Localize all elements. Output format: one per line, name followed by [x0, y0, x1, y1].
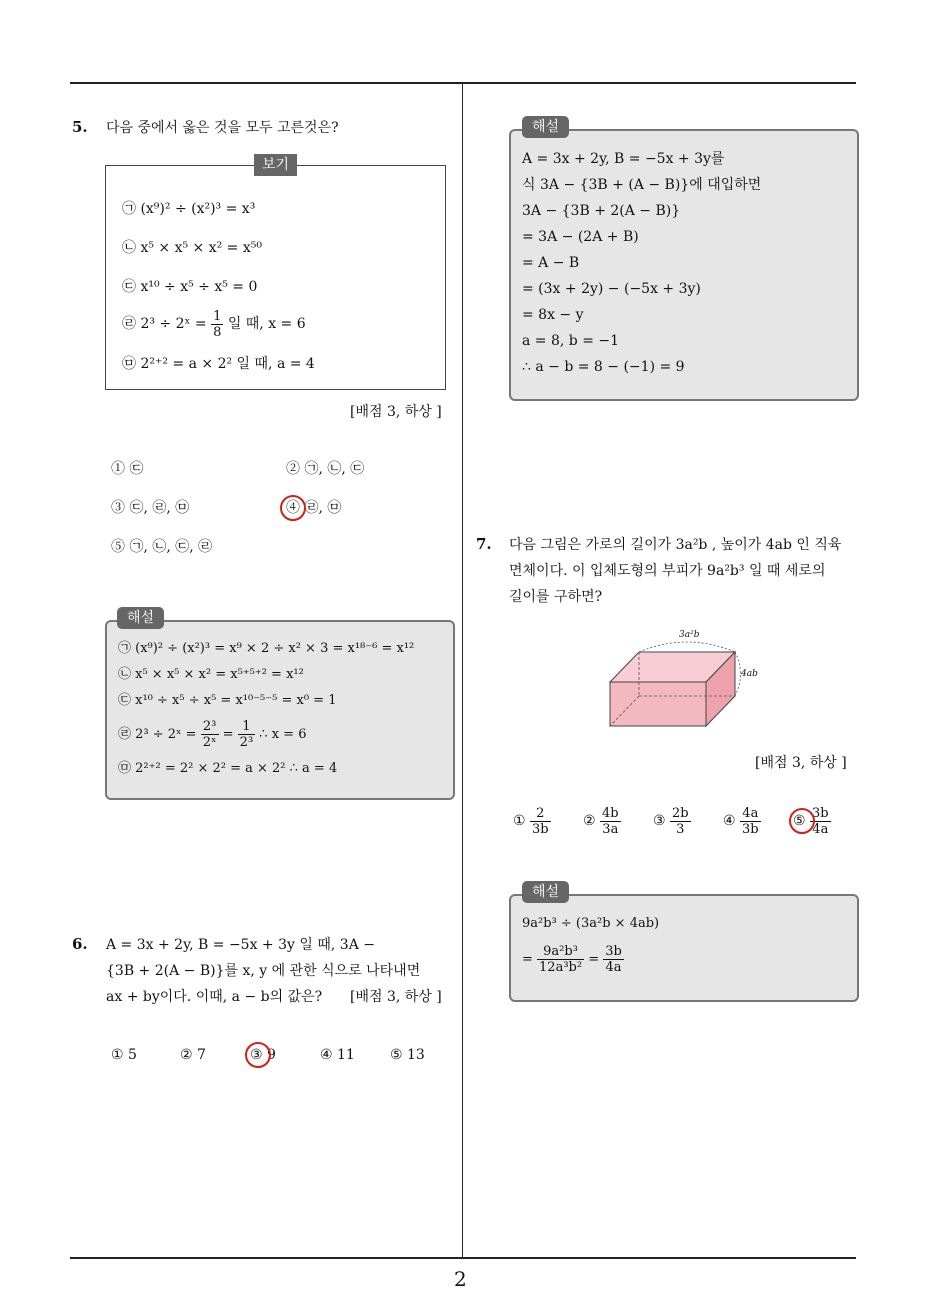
q7-choice-1[interactable]: ① $\frac{2}{3b}$ — [513, 805, 549, 837]
q7-choice-4-fraction: $\frac{4a}{3b}$ — [742, 805, 759, 837]
q5-solution-frac-1: $\frac{\text{2³}}{\text{2ˣ}}$ — [202, 719, 217, 750]
q7-choice-2[interactable]: ② $\frac{4b}{3a}$ — [583, 805, 619, 837]
q7-line-3: 길이를 구하면? — [509, 589, 603, 605]
q5-bogi-item-2: ㉡ x⁵ × x⁵ × x² = x⁵⁰ — [122, 240, 262, 256]
q7-answer-circle — [789, 808, 815, 834]
q7-solution-tag: 해설 — [522, 881, 569, 903]
q5-bogi-item-1: ㉠ (x⁹)² ÷ (x²)³ = x³ — [122, 201, 256, 217]
q5-choice-2[interactable]: ② ㉠, ㉡, ㉢ — [286, 461, 365, 477]
q7-choice-4[interactable]: ④ $\frac{4a}{3b}$ — [723, 805, 759, 837]
q7-choice-3[interactable]: ③ $\frac{2b}{3}$ — [653, 805, 689, 837]
q5-bogi-item-4: ㉣ 2³ ÷ 2ˣ = $\frac{1}{8}$ 일 때, x = 6 — [122, 308, 306, 340]
q7-solution-frac-1: $\frac{\text{9a²b³}}{\text{12a³b²}}$ — [539, 944, 583, 975]
q6-score: [배점 3, 하상 ] — [350, 989, 442, 1005]
q6-solution-line-3: 3A − {3B + 2(A − B)} — [522, 203, 681, 219]
q6-choice-5[interactable]: ⑤ 13 — [390, 1047, 425, 1063]
q5-solution-line-4: ㉣ 2³ ÷ 2ˣ = $\frac{\text{2³}}{\text{2ˣ}}$ = $\frac{1}{\text{2³}}$ ∴ x = 6 — [118, 719, 307, 750]
q7-number: 7. — [476, 535, 492, 553]
q7-solution-frac-2: $\frac{3b}{4a}$ — [605, 944, 622, 975]
page-number: 2 — [454, 1267, 467, 1291]
q5-solution-line-2: ㉡ x⁵ × x⁵ × x² = x⁵⁺⁵⁺² = x¹² — [118, 667, 304, 682]
q6-solution-line-8: a = 8, b = −1 — [522, 333, 620, 349]
q6-number: 6. — [72, 935, 88, 953]
q5-solution-frac-2: $\frac{1}{\text{2³}}$ — [239, 719, 254, 750]
q5-answer-circle — [280, 495, 306, 521]
q6-solution-line-1: A = 3x + 2y, B = −5x + 3y를 — [522, 151, 725, 167]
q6-solution-line-6: = (3x + 2y) − (−5x + 3y) — [522, 281, 701, 297]
q5-solution-line-3: ㉢ x¹⁰ ÷ x⁵ ÷ x⁵ = x¹⁰⁻⁵⁻⁵ = x⁰ = 1 — [118, 693, 337, 708]
q6-solution-line-4: = 3A − (2A + B) — [522, 229, 639, 245]
q6-choice-1[interactable]: ① 5 — [111, 1047, 137, 1063]
q7-score: [배점 3, 하상 ] — [755, 755, 847, 771]
q7-choice-5[interactable]: ⑤ $\frac{3b}{4a}$ — [793, 805, 829, 837]
q5-solution-tag: 해설 — [117, 607, 164, 629]
q6-solution-line-5: = A − B — [522, 255, 580, 271]
q5-choice-1[interactable]: ① ㉢ — [111, 461, 144, 477]
q5-bogi-item-3: ㉢ x¹⁰ ÷ x⁵ ÷ x⁵ = 0 — [122, 279, 258, 295]
q7-cuboid-figure — [600, 630, 770, 730]
q6-line-2: {3B + 2(A − B)}를 x, y 에 관한 식으로 나타내면 — [106, 963, 421, 979]
q5-bogi-item4-fraction: $\frac{1}{8}$ — [213, 308, 222, 340]
bottom-rule — [70, 1257, 856, 1259]
q6-solution-line-7: = 8x − y — [522, 307, 584, 323]
q7-choice-2-fraction: $\frac{4b}{3a}$ — [602, 805, 619, 837]
q7-figure-label-top: 3a²b — [679, 630, 700, 640]
q6-choice-2[interactable]: ② 7 — [180, 1047, 206, 1063]
q5-choice-4[interactable]: ④ ㉣, ㉤ — [286, 500, 342, 516]
q5-score: [배점 3, 하상 ] — [350, 404, 442, 420]
q5-choice-3[interactable]: ③ ㉢, ㉣, ㉤ — [111, 500, 190, 516]
q6-solution-line-9: ∴ a − b = 8 − (−1) = 9 — [522, 359, 685, 375]
q7-choice-1-fraction: $\frac{2}{3b}$ — [532, 805, 549, 837]
q6-choice-4[interactable]: ④ 11 — [320, 1047, 355, 1063]
q6-solution-line-2: 식 3A − {3B + (A − B)}에 대입하면 — [522, 177, 762, 193]
q7-line-1: 다음 그림은 가로의 길이가 3a²b , 높이가 4ab 인 직육 — [509, 537, 842, 553]
q5-choice-5[interactable]: ⑤ ㉠, ㉡, ㉢, ㉣ — [111, 539, 213, 555]
q5-solution-line-5: ㉤ 2²⁺² = 2² × 2² = a × 2² ∴ a = 4 — [118, 761, 338, 776]
q6-line-1: A = 3x + 2y, B = −5x + 3y 일 때, 3A − — [106, 937, 375, 953]
q6-answer-circle — [245, 1042, 271, 1068]
q7-solution-line-1: 9a²b³ ÷ (3a²b × 4ab) — [522, 916, 660, 931]
column-divider — [462, 83, 463, 1258]
q5-solution-line-1: ㉠ (x⁹)² ÷ (x²)³ = x⁹ × 2 ÷ x² × 3 = x¹⁸⁻⁶ = x¹² — [118, 641, 415, 656]
q5-number: 5. — [72, 118, 88, 136]
q7-figure-label-right: 4ab — [741, 669, 758, 679]
q7-line-2: 면체이다. 이 입체도형의 부피가 9a²b³ 일 때 세로의 — [509, 563, 826, 579]
q7-solution-line-2: = $\frac{\text{9a²b³}}{\text{12a³b²}}$ = $\frac{3b}{4a}$ — [522, 944, 622, 975]
q5-bogi-item-5: ㉤ 2²⁺² = a × 2² 일 때, a = 4 — [122, 356, 315, 372]
q6-line-3: ax + by이다. 이때, a − b의 값은? — [106, 989, 323, 1005]
q7-choice-5-fraction: $\frac{3b}{4a}$ — [812, 805, 829, 837]
q6-solution-tag: 해설 — [522, 116, 569, 138]
q5-text: 다음 중에서 옳은 것을 모두 고른것은? — [106, 120, 339, 136]
q5-bogi-label: 보기 — [254, 154, 297, 176]
q7-choice-3-fraction: $\frac{2b}{3}$ — [672, 805, 689, 837]
q6-choice-3[interactable]: ③ 9 — [250, 1047, 276, 1063]
